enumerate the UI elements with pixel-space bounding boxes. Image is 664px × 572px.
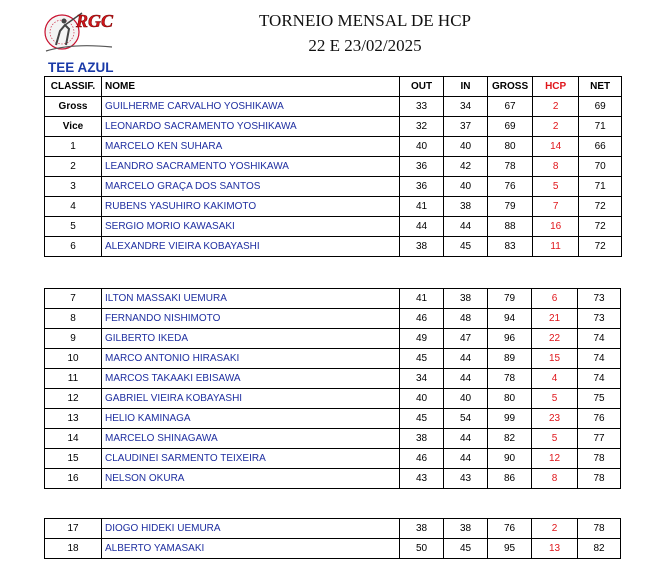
gross-cell: 79	[488, 197, 533, 217]
classif-cell: 16	[45, 469, 102, 489]
classif-cell: 5	[45, 217, 102, 237]
gross-cell: 96	[488, 329, 532, 349]
name-cell: MARCELO KEN SUHARA	[102, 137, 400, 157]
out-cell: 32	[400, 117, 444, 137]
col-classif: CLASSIF.	[45, 77, 102, 97]
net-cell: 73	[578, 289, 621, 309]
out-cell: 38	[400, 237, 444, 257]
out-cell: 41	[400, 197, 444, 217]
net-cell: 82	[578, 539, 621, 559]
hcp-cell: 11	[533, 237, 579, 257]
net-cell: 74	[578, 329, 621, 349]
col-hcp: HCP	[533, 77, 579, 97]
hcp-cell: 5	[532, 389, 578, 409]
hcp-cell: 5	[533, 177, 579, 197]
net-cell: 72	[579, 237, 622, 257]
gross-cell: 86	[488, 469, 532, 489]
out-cell: 34	[400, 369, 444, 389]
classif-cell: 3	[45, 177, 102, 197]
gross-cell: 80	[488, 137, 533, 157]
net-cell: 77	[578, 429, 621, 449]
classif-cell: 12	[45, 389, 102, 409]
gross-cell: 78	[488, 369, 532, 389]
out-cell: 38	[400, 519, 444, 539]
net-cell: 75	[578, 389, 621, 409]
hcp-cell: 21	[532, 309, 578, 329]
name-cell: ALEXANDRE VIEIRA KOBAYASHI	[102, 237, 400, 257]
classif-cell: 11	[45, 369, 102, 389]
out-cell: 36	[400, 157, 444, 177]
classif-cell: 18	[45, 539, 102, 559]
page-title: TORNEIO MENSAL DE HCP	[258, 11, 472, 30]
table-row	[45, 289, 621, 309]
gross-cell: 76	[488, 177, 533, 197]
out-cell: 40	[400, 137, 444, 157]
classif-cell: 2	[45, 157, 102, 177]
out-cell: 41	[400, 289, 444, 309]
table-row	[45, 369, 621, 389]
hcp-cell: 2	[533, 97, 579, 117]
in-cell: 54	[444, 409, 488, 429]
out-cell: 46	[400, 449, 444, 469]
net-cell: 78	[578, 449, 621, 469]
out-cell: 40	[400, 389, 444, 409]
name-cell: MARCOS TAKAAKI EBISAWA	[102, 369, 400, 389]
table-row	[45, 429, 621, 449]
col-in: IN	[444, 77, 488, 97]
gross-cell: 88	[488, 217, 533, 237]
classif-cell: 17	[45, 519, 102, 539]
table-row	[45, 177, 622, 197]
hcp-cell: 22	[532, 329, 578, 349]
in-cell: 40	[444, 137, 488, 157]
in-cell: 44	[444, 369, 488, 389]
name-cell: ALBERTO YAMASAKI	[102, 539, 400, 559]
gross-cell: 82	[488, 429, 532, 449]
gross-cell: 78	[488, 157, 533, 177]
hcp-cell: 2	[532, 519, 578, 539]
hcp-cell: 2	[533, 117, 579, 137]
logo-text: RGC	[76, 11, 114, 31]
table-row	[45, 449, 621, 469]
table-row	[45, 157, 622, 177]
table-row	[45, 519, 621, 539]
in-cell: 48	[444, 309, 488, 329]
results-table-bottom	[44, 518, 621, 559]
gross-cell: 76	[488, 519, 532, 539]
gross-cell: 95	[488, 539, 532, 559]
classif-cell: 7	[45, 289, 102, 309]
gross-cell: 83	[488, 237, 533, 257]
out-cell: 45	[400, 349, 444, 369]
net-cell: 74	[578, 369, 621, 389]
gross-cell: 67	[488, 97, 533, 117]
net-cell: 78	[578, 519, 621, 539]
hcp-cell: 8	[533, 157, 579, 177]
classif-cell: 15	[45, 449, 102, 469]
table-row	[45, 97, 622, 117]
net-cell: 71	[579, 117, 622, 137]
classif-cell: 14	[45, 429, 102, 449]
gross-cell: 80	[488, 389, 532, 409]
in-cell: 40	[444, 389, 488, 409]
col-out: OUT	[400, 77, 444, 97]
in-cell: 44	[444, 349, 488, 369]
tournament-date: 22 E 23/02/2025	[308, 36, 422, 55]
hcp-cell: 8	[532, 469, 578, 489]
in-cell: 40	[444, 177, 488, 197]
classif-cell: 13	[45, 409, 102, 429]
table-row	[45, 117, 622, 137]
in-cell: 44	[444, 217, 488, 237]
table-row	[45, 409, 621, 429]
hcp-cell: 14	[533, 137, 579, 157]
gross-cell: 79	[488, 289, 532, 309]
hcp-cell: 23	[532, 409, 578, 429]
name-cell: DIOGO HIDEKI UEMURA	[102, 519, 400, 539]
table-row	[45, 539, 621, 559]
hcp-cell: 16	[533, 217, 579, 237]
classif-cell: 10	[45, 349, 102, 369]
classif-cell: 1	[45, 137, 102, 157]
in-cell: 47	[444, 329, 488, 349]
net-cell: 73	[578, 309, 621, 329]
name-cell: HELIO KAMINAGA	[102, 409, 400, 429]
name-cell: MARCO ANTONIO HIRASAKI	[102, 349, 400, 369]
gross-cell: 69	[488, 117, 533, 137]
name-cell: GABRIEL VIEIRA KOBAYASHI	[102, 389, 400, 409]
in-cell: 37	[444, 117, 488, 137]
table-row	[45, 217, 622, 237]
name-cell: GUILHERME CARVALHO YOSHIKAWA	[102, 97, 400, 117]
gross-cell: 90	[488, 449, 532, 469]
out-cell: 45	[400, 409, 444, 429]
out-cell: 38	[400, 429, 444, 449]
hcp-cell: 7	[533, 197, 579, 217]
hcp-cell: 12	[532, 449, 578, 469]
name-cell: FERNANDO NISHIMOTO	[102, 309, 400, 329]
net-cell: 69	[579, 97, 622, 117]
classif-cell: 4	[45, 197, 102, 217]
name-cell: GILBERTO IKEDA	[102, 329, 400, 349]
net-cell: 72	[579, 217, 622, 237]
classif-cell: 9	[45, 329, 102, 349]
gross-cell: 94	[488, 309, 532, 329]
hcp-cell: 15	[532, 349, 578, 369]
table-row	[45, 197, 622, 217]
name-cell: LEANDRO SACRAMENTO YOSHIKAWA	[102, 157, 400, 177]
in-cell: 38	[444, 519, 488, 539]
net-cell: 74	[578, 349, 621, 369]
net-cell: 76	[578, 409, 621, 429]
gross-cell: 99	[488, 409, 532, 429]
table-row	[45, 389, 621, 409]
results-table-top	[44, 76, 622, 257]
table-row	[45, 137, 622, 157]
in-cell: 42	[444, 157, 488, 177]
net-cell: 70	[579, 157, 622, 177]
name-cell: NELSON OKURA	[102, 469, 400, 489]
club-logo	[42, 5, 120, 55]
net-cell: 71	[579, 177, 622, 197]
hcp-cell: 13	[532, 539, 578, 559]
col-gross: GROSS	[488, 77, 533, 97]
net-cell: 66	[579, 137, 622, 157]
name-cell: LEONARDO SACRAMENTO YOSHIKAWA	[102, 117, 400, 137]
in-cell: 43	[444, 469, 488, 489]
name-cell: ILTON MASSAKI UEMURA	[102, 289, 400, 309]
tee-label: TEE AZUL	[48, 60, 114, 75]
table-row	[45, 309, 621, 329]
table-row	[45, 469, 621, 489]
out-cell: 46	[400, 309, 444, 329]
table-header-row	[45, 77, 622, 97]
gross-cell: 89	[488, 349, 532, 369]
out-cell: 44	[400, 217, 444, 237]
in-cell: 34	[444, 97, 488, 117]
table-row	[45, 237, 622, 257]
name-cell: CLAUDINEI SARMENTO TEIXEIRA	[102, 449, 400, 469]
out-cell: 50	[400, 539, 444, 559]
hcp-cell: 4	[532, 369, 578, 389]
table-row	[45, 329, 621, 349]
results-table-middle	[44, 288, 621, 489]
in-cell: 38	[444, 197, 488, 217]
net-cell: 78	[578, 469, 621, 489]
name-cell: RUBENS YASUHIRO KAKIMOTO	[102, 197, 400, 217]
out-cell: 33	[400, 97, 444, 117]
in-cell: 45	[444, 237, 488, 257]
classif-cell: 8	[45, 309, 102, 329]
classif-cell: Vice	[45, 117, 102, 137]
in-cell: 45	[444, 539, 488, 559]
name-cell: SERGIO MORIO KAWASAKI	[102, 217, 400, 237]
golfer-logo-icon	[42, 5, 120, 55]
out-cell: 49	[400, 329, 444, 349]
name-cell: MARCELO GRAÇA DOS SANTOS	[102, 177, 400, 197]
name-cell: MARCELO SHINAGAWA	[102, 429, 400, 449]
hcp-cell: 6	[532, 289, 578, 309]
in-cell: 44	[444, 429, 488, 449]
in-cell: 38	[444, 289, 488, 309]
out-cell: 43	[400, 469, 444, 489]
classif-cell: 6	[45, 237, 102, 257]
in-cell: 44	[444, 449, 488, 469]
classif-cell: Gross	[45, 97, 102, 117]
col-net: NET	[579, 77, 622, 97]
table-row	[45, 349, 621, 369]
hcp-cell: 5	[532, 429, 578, 449]
col-nome: NOME	[102, 77, 400, 97]
out-cell: 36	[400, 177, 444, 197]
net-cell: 72	[579, 197, 622, 217]
